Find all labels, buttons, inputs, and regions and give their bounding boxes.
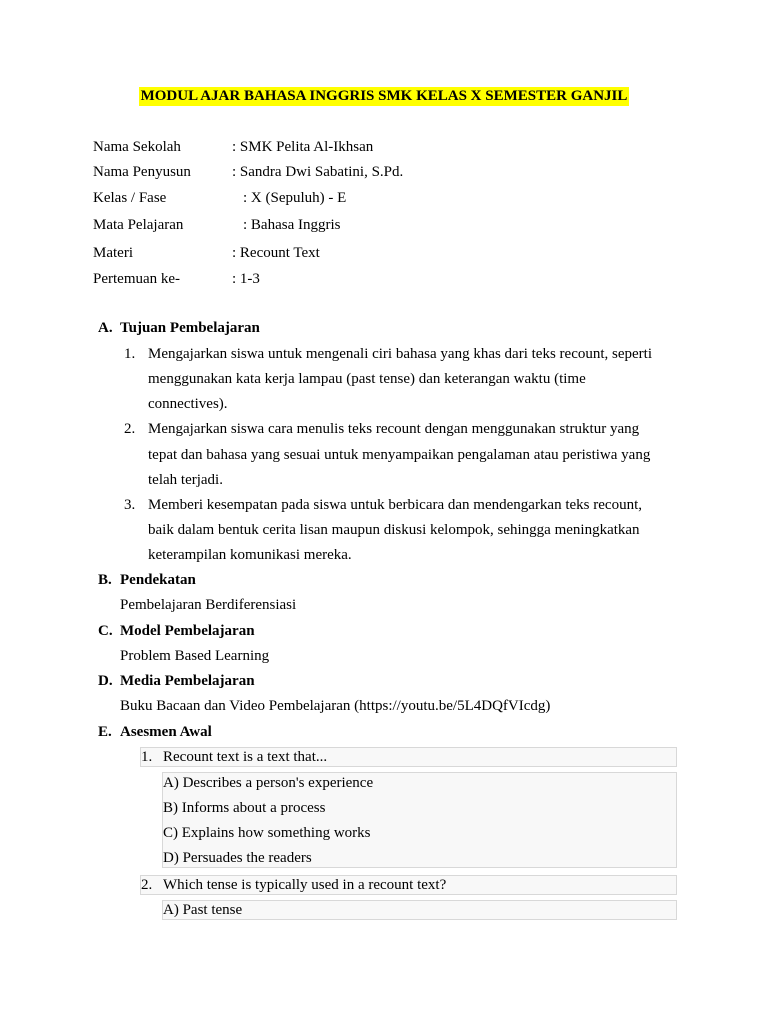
info-label: Materi [93,245,133,261]
list-item-number: 2. [124,421,136,437]
list-item-number: 3. [124,497,136,513]
section-e-title: Asesmen Awal [120,724,212,740]
info-value: : SMK Pelita Al-Ikhsan [232,139,374,155]
question-text: Recount text is a text that... [163,749,328,765]
list-item-line: Mengajarkan siswa cara menulis teks recount dengan menggunakan struktur yang [148,421,640,437]
list-item-line: connectives). [148,396,228,412]
list-item-line: Memberi kesempatan pada siswa untuk berbicara dan mendengarkan teks recount, [148,497,642,513]
document-title: MODUL AJAR BAHASA INGGRIS SMK KELAS X SEMESTER GANJIL [140,88,628,104]
list-item-line: Mengajarkan siswa untuk mengenali ciri bahasa yang khas dari teks recount, seperti [148,346,653,362]
question-box [140,747,677,767]
list-item-line: telah terjadi. [148,472,223,488]
info-label: Pertemuan ke- [93,271,181,287]
section-a-title: Tujuan Pembelajaran [120,320,260,336]
answer-option: B) Informs about a process [163,800,326,816]
section-c-letter: C. [98,623,113,639]
section-b-title: Pendekatan [120,572,196,588]
title-container [0,87,768,106]
answer-option: D) Persuades the readers [163,850,312,866]
section-c-text: Problem Based Learning [120,648,270,664]
info-value: : Sandra Dwi Sabatini, S.Pd. [232,164,404,180]
list-item-line: keterampilan komunikasi mereka. [148,547,352,563]
question-number: 1. [141,749,153,765]
info-label: Nama Sekolah [93,139,181,155]
section-a-letter: A. [98,320,113,336]
options-box [162,772,677,868]
section-c-title: Model Pembelajaran [120,623,255,639]
question-box [140,875,677,895]
info-value: : 1-3 [232,271,260,287]
answer-option: A) Past tense [163,902,243,918]
question-number: 2. [141,877,153,893]
info-value: : Recount Text [232,245,320,261]
section-d-letter: D. [98,673,113,689]
info-label: Nama Penyusun [93,164,191,180]
info-label: Mata Pelajaran [93,217,184,233]
info-label: Kelas / Fase [93,190,167,206]
section-e-letter: E. [98,724,112,740]
section-b-letter: B. [98,572,112,588]
list-item-line: baik dalam bentuk cerita lisan maupun diskusi kelompok, sehingga meningkatkan [148,522,640,538]
list-item-line: tepat dan bahasa yang sesuai untuk menyampaikan pengalaman atau peristiwa yang [148,447,651,463]
info-value: : X (Sepuluh) - E [243,190,347,206]
question-text: Which tense is typically used in a recount text? [163,877,447,893]
options-box [162,900,677,920]
section-d-text: Buku Bacaan dan Video Pembelajaran (https://youtu.be/5L4DQfVIcdg) [120,698,551,714]
list-item-number: 1. [124,346,136,362]
info-value: : Bahasa Inggris [243,217,341,233]
answer-option: C) Explains how something works [163,825,371,841]
answer-option: A) Describes a person's experience [163,775,374,791]
list-item-line: menggunakan kata kerja lampau (past tense) dan keterangan waktu (time [148,371,586,387]
section-d-title: Media Pembelajaran [120,673,255,689]
section-b-text: Pembelajaran Berdiferensiasi [120,597,297,613]
